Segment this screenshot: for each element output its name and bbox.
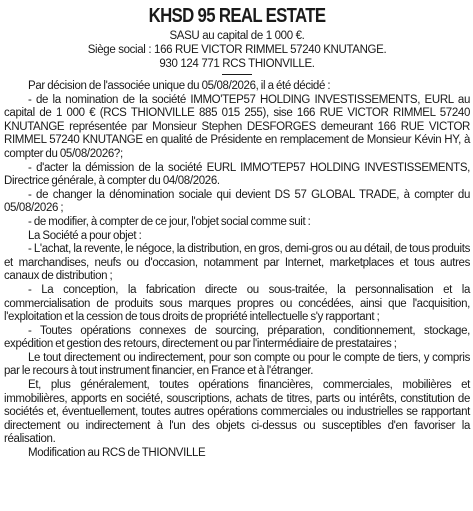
paragraph-purpose-design: - La conception, la fabrication directe ou sous-traitée, la personnalisation et la commercialisation de produits sous marques propres ou concédées, ainsi que l'acquisition, l'exploitation et la cession de tous droits de propriété intellectuelle s'y rapportant ; [4,283,470,324]
paragraph-purpose-general: Et, plus généralement, toutes opérations financières, commerciales, mobilières et immobilières, apports en société, souscriptions, achats de titres, parts ou intérêts, constitution de sociétés et, éventuellement, toutes autres opérations commerciales ou industrielles se rapportant directement ou indirectement à l'un des objets ci-dessus ou susceptibles d'en favoriser la réalisation. [4,379,470,446]
header-divider [222,74,252,75]
paragraph-resignation: - d'acter la démission de la société EURL IMMO'TEP57 HOLDING INVESTISSEMENTS, Directrice générale, à compter du 04/08/2026. [4,161,470,188]
paragraph-name-change: - de changer la dénomination sociale qui devient DS 57 GLOBAL TRADE, à compter du 05/08/2026 ; [4,188,470,215]
paragraph-purpose-scope: Le tout directement ou indirectement, pour son compte ou pour le compte de tiers, y compris par le recours à tout instrument financier, en France et à l'étranger. [4,351,470,378]
company-registration: 930 124 771 RCS THIONVILLE. [159,58,315,70]
company-capital: SASU au capital de 1 000 €. [169,30,305,42]
company-head-office: Siège social : 166 RUE VICTOR RIMMEL 57240 KNUTANGE. [87,44,387,56]
paragraph-purpose-heading: La Société a pour objet : [28,229,142,242]
paragraph-purpose-change: - de modifier, à compter de ce jour, l'objet social comme suit : [28,215,311,228]
paragraph-purpose-logistics: - Toutes opérations connexes de sourcing, préparation, conditionnement, stockage, expédition et gestion des retours, directement ou par l'intermédiaire de prestataires ; [4,324,470,351]
paragraph-appointment: - de la nomination de la société IMMO'TEP57 HOLDING INVESTISSEMENTS, EURL au capital de 1 000 € (RCS THIONVILLE 885 015 255), sise 166 RUE VICTOR RIMMEL 57240 KNUTANGE représentée par Monsieur Stephen DESFORGES demeurant 166 RUE VICTOR RIMMEL 57240 KNUTANGE en qualité de Présidente en remplacement de Monsieur Kévin HY, à compter du 05/08/2026?; [4,93,470,160]
paragraph-purpose-trade: - L'achat, la revente, le négoce, la distribution, en gros, demi-gros ou au détail, de tous produits et marchandises, neufs ou d'occasion, notamment par Internet, marketplaces et tous autres canaux de distribution ; [4,243,470,283]
paragraph-decision-intro: Par décision de l'associée unique du 05/08/2026, il a été décidé : [28,80,331,92]
company-title: KHSD 95 REAL ESTATE [148,5,326,27]
paragraph-registry-note: Modification au RCS de THIONVILLE [28,447,206,460]
